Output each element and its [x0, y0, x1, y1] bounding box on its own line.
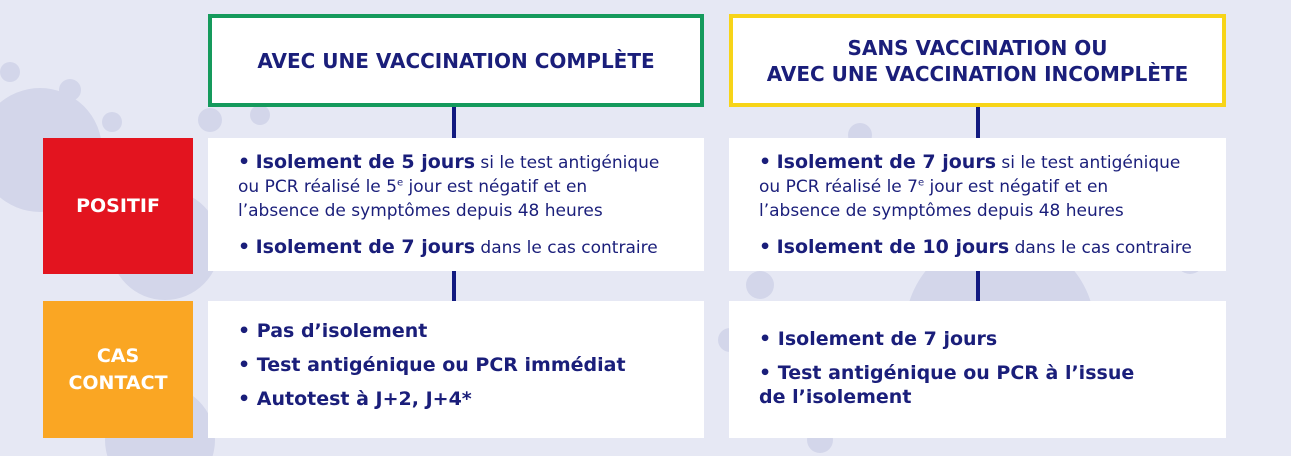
row-label-positif	[43, 138, 193, 274]
card-positif-incomplete	[729, 138, 1226, 271]
bullet: •	[759, 362, 772, 384]
connector-line	[452, 271, 456, 301]
rule-bold-text: Test antigénique ou PCR immédiat	[256, 354, 626, 376]
rule-bold-text: Isolement de 5 jours	[255, 151, 476, 173]
list-item	[238, 353, 704, 377]
rule-text: ou PCR réalisé le 5	[238, 177, 397, 197]
rule-text: dans le cas contraire	[475, 238, 658, 258]
card-positif-complete	[208, 138, 704, 271]
rule-text: jour est négatif et en	[924, 177, 1109, 197]
bullet: •	[238, 236, 251, 258]
card-contact-complete	[208, 301, 704, 438]
rule-text: ou PCR réalisé le 7	[759, 177, 918, 197]
list-item	[759, 361, 1226, 409]
superscript: e	[917, 177, 925, 189]
header-complete-label: AVEC UNE VACCINATION COMPLÈTE	[257, 48, 655, 73]
row-label-contact-line2: CONTACT	[68, 371, 168, 394]
rule-text: dans le cas contraire	[1009, 238, 1192, 258]
rule-text: jour est négatif et en	[403, 177, 588, 197]
header-incomplete-vaccination	[729, 14, 1226, 107]
list-item	[238, 387, 704, 411]
connector-line	[976, 107, 980, 138]
rule-text: l’absence de symptômes depuis 48 heures	[759, 201, 1124, 221]
card-contact-incomplete	[729, 301, 1226, 438]
list-item	[759, 150, 1226, 223]
list-item	[238, 319, 704, 343]
row-label-positif-text: POSITIF	[76, 194, 160, 217]
bullet: •	[238, 320, 251, 342]
list-item	[759, 327, 1226, 351]
list-item	[238, 150, 704, 223]
header-complete-vaccination	[208, 14, 704, 107]
bullet: •	[238, 151, 251, 173]
rule-bold-text: Isolement de 10 jours	[776, 236, 1010, 258]
connector-line	[452, 107, 456, 138]
list-item	[759, 235, 1226, 260]
bullet: •	[238, 388, 251, 410]
list-item	[238, 235, 704, 260]
superscript: e	[396, 177, 404, 189]
rule-text: l’absence de symptômes depuis 48 heures	[238, 201, 603, 221]
row-label-contact-line1: CAS	[96, 344, 140, 367]
rule-bold-text: de l’isolement	[759, 386, 912, 408]
rule-bold-text: Autotest à J+2, J+4*	[256, 388, 472, 410]
bullet: •	[759, 236, 772, 258]
rule-bold-text: Isolement de 7 jours	[255, 236, 476, 258]
bullet: •	[759, 328, 772, 350]
rule-bold-text: Pas d’isolement	[256, 320, 428, 342]
connector-line	[976, 271, 980, 301]
rule-bold-text: Test antigénique ou PCR à l’issue	[777, 362, 1135, 384]
row-label-cas-contact	[43, 301, 193, 438]
bullet: •	[759, 151, 772, 173]
rule-text: si le test antigénique	[996, 153, 1181, 173]
rule-text: si le test antigénique	[475, 153, 660, 173]
header-incomplete-line1: SANS VACCINATION OU	[847, 35, 1108, 60]
rule-bold-text: Isolement de 7 jours	[777, 328, 998, 350]
header-incomplete-line2: AVEC UNE VACCINATION INCOMPLÈTE	[766, 61, 1189, 86]
rule-bold-text: Isolement de 7 jours	[776, 151, 997, 173]
bullet: •	[238, 354, 251, 376]
